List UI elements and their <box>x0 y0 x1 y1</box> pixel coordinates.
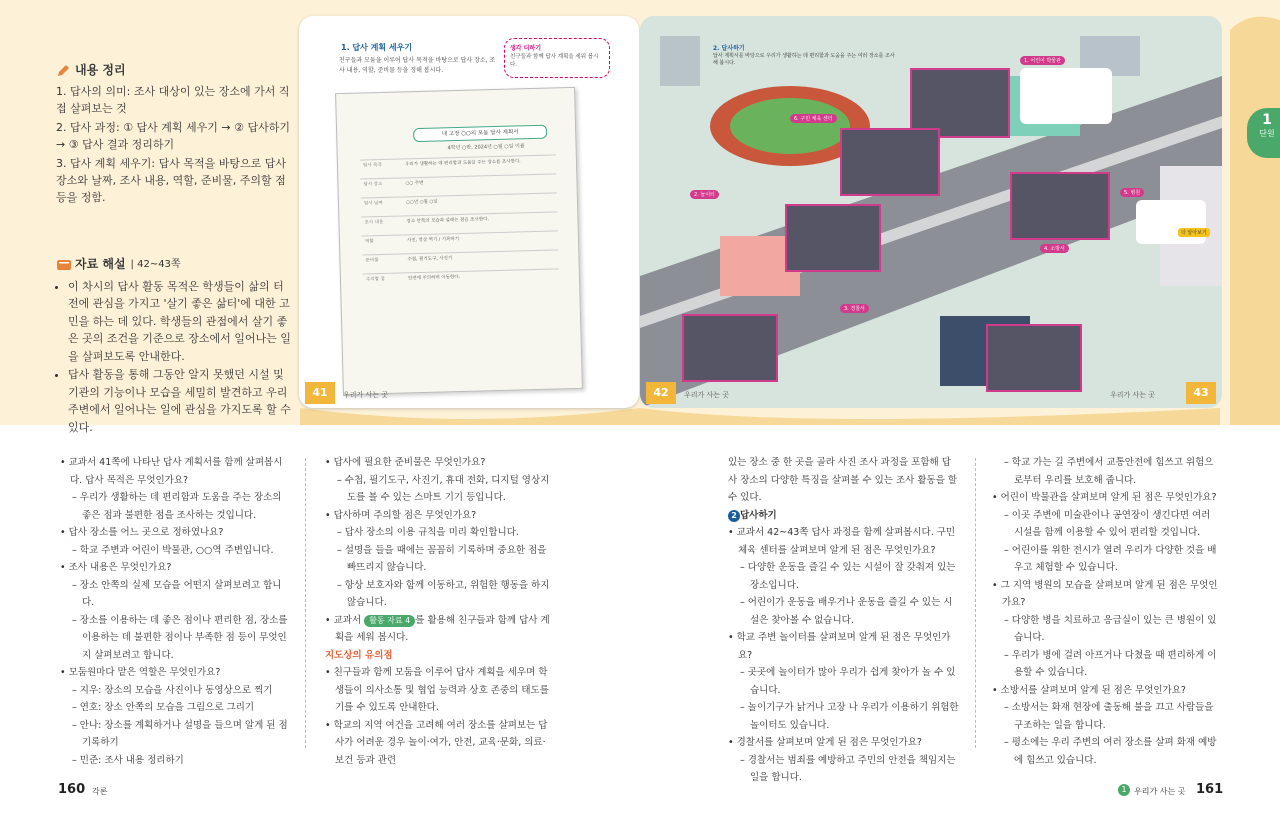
folio-left-label: 각론 <box>92 787 108 796</box>
column-divider <box>975 458 976 748</box>
plan-notebook <box>335 87 583 395</box>
guide-answer: – 설명을 들을 때에는 꼼꼼히 기록하며 중요한 점을 빠뜨리지 않습니다. <box>337 544 547 573</box>
photo-sports-center <box>840 128 940 196</box>
guide-column-4 <box>992 454 1222 769</box>
plan-value: 장소 안쪽의 모습과 설레는 점을 조사한다. <box>403 212 557 235</box>
summary-item: 1. 답사의 의미: 조사 대상이 있는 장소에 가서 직접 살펴보는 것 <box>56 85 290 115</box>
guide-answer: – 어린이를 위한 전시가 열려 우리가 다양한 것을 배우고 체험할 수 있습니다. <box>1004 544 1217 573</box>
reference-item: • 이 차시의 답사 활동 목적은 학생들이 삶의 터전에 관심을 가지고 '살기 좋은 삶터'에 대한 고민을 하는 데 있다. 학생들의 관점에서 살기 좋은 곳의 조건을 기준으로 장소에서 일어나는 일을 살펴보도록 안내한다. <box>68 278 292 366</box>
photo-police <box>682 314 778 382</box>
page-number-43: 43 <box>1186 382 1216 404</box>
plan-table <box>360 154 559 292</box>
guide-question: • 모둠원마다 맡은 역할은 무엇인가요? <box>60 667 221 678</box>
guide-answer: – 민준: 조사 내용 정리하기 <box>72 754 184 766</box>
summary-section <box>56 62 292 208</box>
guide-question: • 친구들과 함께 모둠을 이루어 답사 계획을 세우며 학생들이 의사소통 및 협업 능력과 상호 존중의 태도를 기를 수 있도록 안내한다. <box>325 667 549 713</box>
guide-question: • 교과서 42~43쪽 답사 과정을 함께 살펴봅시다. 구민 체육 센터를 살펴보며 알게 된 점은 무엇인가요? <box>728 527 956 556</box>
page41-section-title: 1. 답사 계획 세우기 <box>341 43 413 52</box>
place-tag-fire-station: 4. 소방서 <box>1040 244 1069 253</box>
step-number: 2 <box>728 510 740 522</box>
guide-answer: – 항상 보호자와 함께 이동하고, 위험한 행동을 하지 않습니다. <box>337 579 550 608</box>
guide-text: 를 활용해 친구들과 함께 답사 계획을 세워 봅시다. <box>335 614 550 643</box>
guide-answer: – 우리가 병에 걸려 아프거나 다쳤을 때 편리하게 이용할 수 있습니다. <box>1004 649 1217 678</box>
chapter-tab-label: 단원 <box>1259 129 1275 138</box>
map-heading-title: 2. 답사하기 <box>713 45 745 52</box>
guide-answer: – 장소를 이용하는 데 좋은 점이나 편리한 점, 장소를 이용하는 데 불편한 점이나 부족한 점 등이 무엇인지 살펴보려고 합니다. <box>72 614 288 661</box>
chapter-tab[interactable] <box>1247 108 1280 158</box>
page42-footer: 우리가 사는 곳 <box>684 391 730 399</box>
plan-key: 답사 날짜 <box>361 197 403 217</box>
plan-value: ○○년 ○월 ○일 <box>403 193 557 216</box>
plan-key: 준비물 <box>362 254 404 274</box>
guide-question: • 답사 장소를 어느 곳으로 정하였나요? <box>60 527 224 538</box>
place-tag-hospital: 5. 병원 <box>1120 188 1144 197</box>
guide-answer: – 이곳 주변에 미술관이나 공연장이 생긴다면 여러 시설을 함께 이용할 수 있어 편리할 것입니다. <box>1004 509 1211 538</box>
reference-list <box>56 278 292 437</box>
guide-question: • 경찰서를 살펴보며 알게 된 점은 무엇인가요? <box>728 737 922 748</box>
guide-activity-line <box>325 612 553 647</box>
bubble-museum <box>1020 68 1112 124</box>
summary-list <box>56 83 292 206</box>
photo-playground <box>785 204 881 272</box>
activity-tag: 활동 자료 4 <box>364 615 415 627</box>
folio-chapter-badge: 1 <box>1118 784 1130 796</box>
guide-answer: – 안나: 장소를 계획하거나 설명을 들으며 알게 된 점 기록하기 <box>72 719 288 748</box>
plan-value: ○○ 주변 <box>402 174 556 197</box>
guide-question: • 교과서 41쪽에 나타난 답사 계획서를 함께 살펴봅시다. 답사 목적은 무엇인가요? <box>60 457 283 486</box>
guide-answer: – 평소에는 우리 주변의 여러 장소를 살펴 화재 예방에 힘쓰고 있습니다. <box>1004 737 1217 766</box>
place-tag-playground: 2. 놀이터 <box>690 190 719 199</box>
guide-answer: – 놀이기구가 낡거나 고장 나 우리가 이용하기 위험한 놀이터도 있습니다. <box>740 702 959 731</box>
plan-value: 안전에 주의하며 이동한다. <box>405 269 559 292</box>
guide-question: • 학교의 지역 여건을 고려해 여러 장소를 살펴보는 답사가 어려운 경우 놀이·여가, 안전, 교육·문화, 의료·보건 등과 관련 <box>325 719 548 766</box>
plan-value: 우리가 생활하는 데 편리함과 도움을 주는 장소를 조사한다. <box>402 155 556 178</box>
map-heading <box>710 42 900 76</box>
guide-answer: – 소방서는 화재 현장에 출동해 불을 끄고 사람들을 구조하는 일을 합니다. <box>1004 702 1214 731</box>
bubble-hospital <box>1136 200 1206 244</box>
textbook-page-41 <box>299 16 639 408</box>
think-box <box>504 38 610 78</box>
think-label: 생각 더하기 <box>510 45 542 52</box>
plan-key: 조사 내용 <box>361 216 403 236</box>
summary-title-text: 내용 정리 <box>75 63 126 77</box>
guide-answer: – 다양한 병을 치료하고 응급실이 있는 큰 병원이 있습니다. <box>1004 614 1217 643</box>
folio-left-number: 160 <box>58 782 86 797</box>
page41-description: 친구들과 모둠을 이루어 답사 목적을 바탕으로 답사 장소, 조사 내용, 역할, 준비물 등을 정해 봅시다. <box>339 57 496 74</box>
think-text: 친구들과 함께 답사 계획을 세워 봅시다. <box>510 54 599 68</box>
guide-answer: – 경찰서는 범죄를 예방하고 주민의 안전을 책임지는 일을 합니다. <box>740 754 956 783</box>
guide-column-2 <box>325 454 553 769</box>
guide-answer: – 장소 안쪽의 실제 모습을 어떤지 살펴보려고 합니다. <box>72 579 282 608</box>
guide-question: • 학교 주변 놀이터를 살펴보며 알게 된 점은 무엇인가요? <box>728 632 951 661</box>
photo-fire-station <box>986 324 1082 392</box>
map-heading-text: 답사 계획서를 바탕으로 우리가 생활하는 데 편리함과 도움을 주는 여러 장소를 조사해 봅시다. <box>713 53 895 66</box>
reference-title-text: 자료 해설 <box>75 257 126 271</box>
plan-key: 역할 <box>362 235 404 255</box>
plan-value: 사진, 영상 찍기 / 기록하기 <box>404 231 558 254</box>
guide-question: • 답사하며 주의할 점은 무엇인가요? <box>325 509 477 521</box>
guide-answer: – 연호: 장소 안쪽의 모습을 그림으로 그리기 <box>72 702 255 713</box>
page-number-42: 42 <box>646 382 676 404</box>
summary-item: 2. 답사 과정: ① 답사 계획 세우기 → ② 답사하기 → ③ 답사 결과 정리하기 <box>56 121 290 151</box>
guide-answer: – 우리가 생활하는 데 편리함과 도움을 주는 장소의 좋은 점과 불편한 점을 조사하는 것입니다. <box>72 492 282 521</box>
photo-hospital <box>1010 172 1110 240</box>
plan-subtitle: 4학년 ○반, 2024년 ○월 ○일 이름 <box>447 143 525 152</box>
column-divider <box>305 458 306 748</box>
page43-footer: 우리가 사는 곳 <box>1110 391 1156 399</box>
guide-text: • 교과서 <box>325 614 365 626</box>
page41-footer: 우리가 사는 곳 <box>343 391 389 399</box>
guide-answer: – 어린이가 운동을 배우거나 운동을 즐길 수 있는 시설은 찾아볼 수 없습니다. <box>740 597 953 626</box>
plan-value: 수첩, 필기도구, 사진기 <box>404 250 558 273</box>
tip-heading <box>325 647 553 665</box>
summary-item: 3. 답사 계획 세우기: 답사 목적을 바탕으로 답사 장소와 날짜, 조사 내용, 역할, 준비물, 주의할 점 등을 정함. <box>56 157 286 204</box>
guide-column-1 <box>60 454 292 769</box>
pencil-icon <box>56 64 70 78</box>
plan-key: 답사 목적 <box>360 159 402 179</box>
more-tag: 더 알아보기 <box>1178 228 1210 237</box>
guide-question: • 답사에 필요한 준비물은 무엇인가요? <box>325 457 486 468</box>
guide-answer: – 다양한 운동을 즐길 수 있는 시설이 잘 갖춰져 있는 장소입니다. <box>740 562 956 591</box>
tip-heading-text: 지도상의 유의점 <box>325 649 393 661</box>
guide-answer: – 답사 장소의 이용 규칙을 미리 확인합니다. <box>337 527 519 538</box>
guide-answer: – 수첩, 필기도구, 사진기, 휴대 전화, 디지털 영상지도를 볼 수 있는 스마트 기기 등입니다. <box>337 474 550 503</box>
guide-question: • 소방서를 살펴보며 알게 된 점은 무엇인가요? <box>992 684 1186 696</box>
guide-question: 있는 장소 중 한 곳을 골라 사진 조사 과정을 포함해 답사 장소의 다양한 특징을 살펴볼 수 있는 조사 활동을 할 수 있다. <box>728 457 958 503</box>
place-tag-sports-center: 6. 구민 체육 센터 <box>790 114 837 123</box>
plan-key: 주의할 점 <box>363 273 405 293</box>
step-heading <box>728 507 960 525</box>
guide-question: • 조사 내용은 무엇인가요? <box>60 562 172 573</box>
place-tag-museum: 1. 어린이 박물관 <box>1020 56 1065 65</box>
step-heading-text: 답사하기 <box>740 509 777 521</box>
reference-pages: | 42~43쪽 <box>130 259 181 270</box>
chapter-tab-number: 1 <box>1262 112 1272 128</box>
reference-section <box>56 256 292 437</box>
guide-answer: – 지우: 장소의 모습을 사진이나 동영상으로 찍기 <box>72 684 273 696</box>
reference-item: • 답사 활동을 통해 그동안 알지 못했던 시설 및 기관의 기능이나 모습을 세밀히 발견하고 우리 주변에서 일어나는 일에 관심을 가지도록 할 수 있다. <box>68 366 292 436</box>
folio-right-label: 우리가 사는 곳 <box>1134 787 1186 796</box>
guide-column-3 <box>728 454 960 787</box>
page-number-41: 41 <box>305 382 335 404</box>
guide-answer: – 학교 가는 길 주변에서 교통안전에 힘쓰고 위험으로부터 우리를 보호해 줍니다. <box>1004 457 1214 486</box>
guide-question: • 그 지역 병원의 모습을 살펴보며 알게 된 점은 무엇인가요? <box>992 579 1218 608</box>
summary-title <box>56 62 292 79</box>
guide-answer: – 학교 주변과 어린이 박물관, ○○역 주변입니다. <box>72 544 274 556</box>
place-tag-police: 3. 경찰서 <box>840 304 869 313</box>
reference-title <box>56 256 292 274</box>
plan-key: 답사 장소 <box>360 178 402 198</box>
map-illustration <box>640 16 1222 408</box>
book-icon <box>56 258 70 272</box>
guide-question: • 어린이 박물관을 살펴보며 알게 된 점은 무엇인가요? <box>992 492 1217 503</box>
guide-answer: – 곳곳에 놀이터가 많아 우리가 쉽게 찾아가 놀 수 있습니다. <box>740 667 956 696</box>
plan-heading: 내 고장 ○○의 모둠 답사 계획서 <box>413 125 547 143</box>
folio-right-number: 161 <box>1196 782 1224 797</box>
plan-row <box>363 269 559 293</box>
